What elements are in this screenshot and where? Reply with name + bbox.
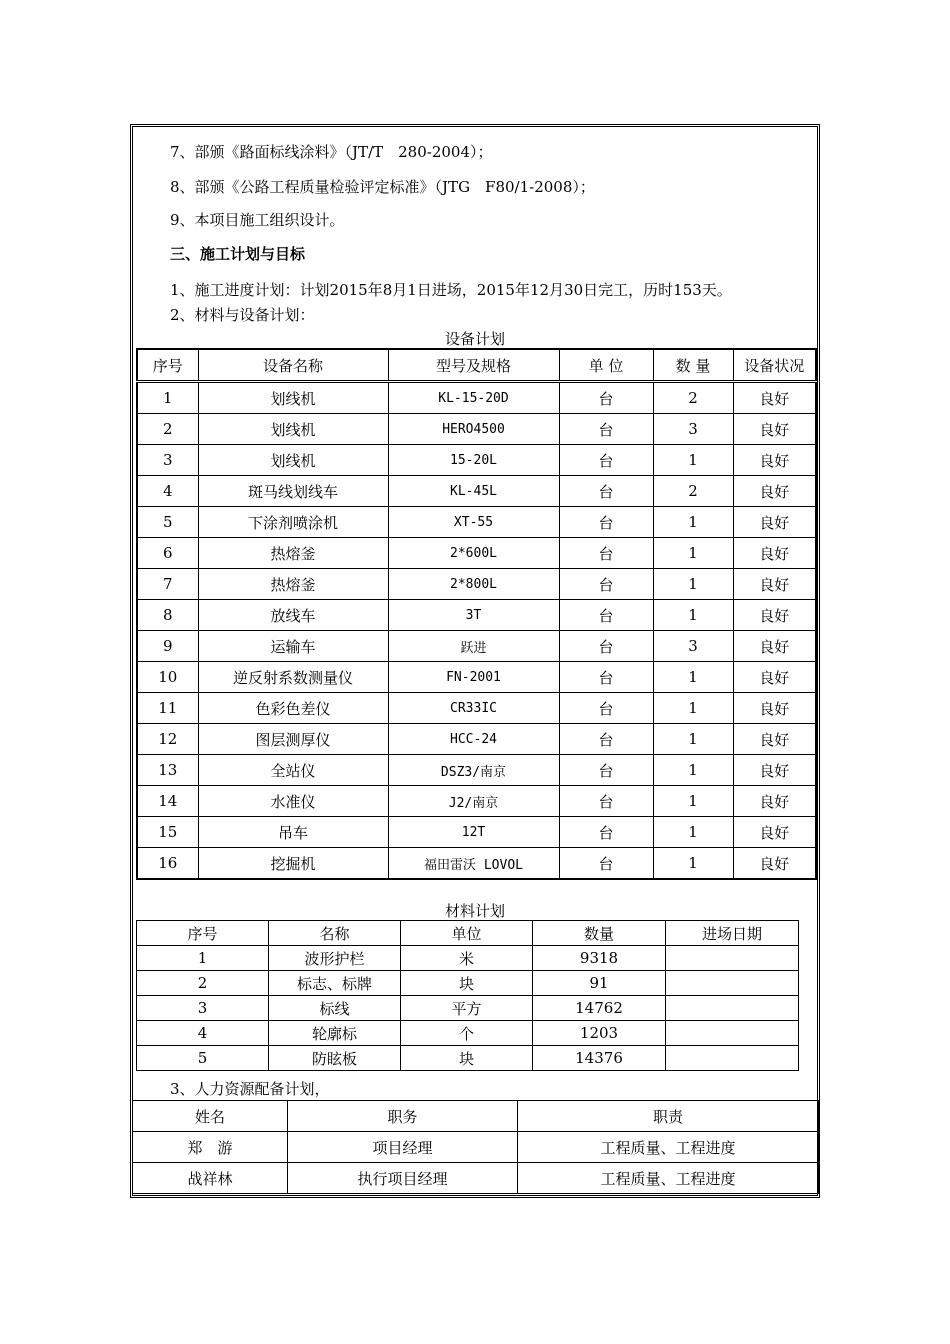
table-cell: 12T [388, 817, 559, 848]
equipment-row [137, 848, 816, 880]
table-cell: 7 [137, 569, 198, 600]
table-cell: 挖掘机 [198, 848, 388, 880]
table-cell: 台 [559, 817, 653, 848]
table-cell: 1 [653, 600, 733, 631]
equipment-row [137, 631, 816, 662]
table-cell [666, 946, 799, 971]
table-cell: 下涂剂喷涂机 [198, 507, 388, 538]
table-cell: 吊车 [198, 817, 388, 848]
table-cell: 战祥林 [133, 1163, 288, 1194]
header-cell: 姓名 [133, 1101, 288, 1132]
table-cell: 良好 [733, 631, 816, 662]
table-cell: 14376 [533, 1046, 666, 1071]
table-cell: J2/南京 [388, 786, 559, 817]
table-cell: 波形护栏 [269, 946, 401, 971]
table-cell: 防眩板 [269, 1046, 401, 1071]
table-cell: 2 [137, 971, 269, 996]
table-cell: 热熔釜 [198, 538, 388, 569]
header-cell: 职责 [518, 1101, 819, 1132]
header-cell: 进场日期 [666, 921, 799, 946]
table-cell: 1 [137, 946, 269, 971]
table-cell: 1 [653, 724, 733, 755]
table-cell: 台 [559, 755, 653, 786]
staff-row [133, 1132, 819, 1163]
materials-table [136, 920, 799, 1071]
table-cell: 台 [559, 662, 653, 693]
table-cell: HERO4500 [388, 414, 559, 445]
equipment-row [137, 538, 816, 569]
equipment-row [137, 382, 816, 414]
equipment-row [137, 693, 816, 724]
table-cell: 全站仪 [198, 755, 388, 786]
table-cell: 5 [137, 1046, 269, 1071]
materials-row [137, 971, 799, 996]
equipment-row [137, 724, 816, 755]
reference-item-8: 8、部颁《公路工程质量检验评定标准》（JTG F80/1-2008）； [170, 178, 595, 196]
table-cell: 块 [401, 971, 533, 996]
schedule-line: 1、施工进度计划：计划2015年8月1日进场，2015年12月30日完工，历时153天。 [170, 281, 732, 299]
table-cell: 4 [137, 1021, 269, 1046]
table-cell: 划线机 [198, 382, 388, 414]
equipment-caption: 设备计划 [444, 330, 505, 348]
equipment-row [137, 476, 816, 507]
table-cell: 15-20L [388, 445, 559, 476]
table-cell: 良好 [733, 507, 816, 538]
table-cell: 台 [559, 848, 653, 880]
header-cell: 职务 [288, 1101, 518, 1132]
table-cell: KL-45L [388, 476, 559, 507]
table-cell: 3 [653, 414, 733, 445]
table-cell: 标线 [269, 996, 401, 1021]
equipment-row [137, 755, 816, 786]
table-cell: 良好 [733, 848, 816, 880]
table-cell: 台 [559, 382, 653, 414]
table-cell: 良好 [733, 662, 816, 693]
table-cell: 跃进 [388, 631, 559, 662]
table-cell: 1 [653, 538, 733, 569]
table-cell: XT-55 [388, 507, 559, 538]
table-cell: 台 [559, 631, 653, 662]
header-cell: 单 位 [559, 349, 653, 382]
table-cell: 良好 [733, 445, 816, 476]
table-cell: 执行项目经理 [288, 1163, 518, 1194]
table-cell: 水准仪 [198, 786, 388, 817]
table-cell: 1 [653, 662, 733, 693]
equipment-row [137, 569, 816, 600]
table-cell: 2*800L [388, 569, 559, 600]
table-cell: 台 [559, 600, 653, 631]
table-cell: 郑 游 [133, 1132, 288, 1163]
table-cell: 3T [388, 600, 559, 631]
header-cell: 设备状况 [733, 349, 816, 382]
table-cell: 1 [653, 569, 733, 600]
table-cell: 台 [559, 724, 653, 755]
materials-row [137, 946, 799, 971]
table-cell: 10 [137, 662, 198, 693]
table-cell: 良好 [733, 600, 816, 631]
table-cell [666, 971, 799, 996]
table-cell: 91 [533, 971, 666, 996]
equipment-row [137, 662, 816, 693]
table-cell [666, 1021, 799, 1046]
table-cell: 台 [559, 569, 653, 600]
table-cell: 1 [653, 507, 733, 538]
table-cell: 运输车 [198, 631, 388, 662]
table-cell: 1 [653, 693, 733, 724]
header-cell: 序号 [137, 349, 198, 382]
table-cell: 14762 [533, 996, 666, 1021]
table-cell: 斑马线划线车 [198, 476, 388, 507]
table-cell [666, 996, 799, 1021]
table-cell: 逆反射系数测量仪 [198, 662, 388, 693]
equipment-row [137, 445, 816, 476]
table-cell: 台 [559, 445, 653, 476]
table-cell: 13 [137, 755, 198, 786]
materials-caption: 材料计划 [444, 902, 505, 920]
table-cell: 台 [559, 538, 653, 569]
reference-item-7: 7、部颁《路面标线涂料》（JT/T 280-2004）； [170, 143, 493, 161]
table-cell: 1 [137, 382, 198, 414]
header-cell: 单位 [401, 921, 533, 946]
equipment-table [136, 348, 817, 880]
table-cell: 台 [559, 414, 653, 445]
table-cell: 良好 [733, 755, 816, 786]
table-cell: 2 [137, 414, 198, 445]
equipment-row [137, 786, 816, 817]
table-cell: 良好 [733, 693, 816, 724]
table-cell: 轮廓标 [269, 1021, 401, 1046]
table-cell: 工程质量、工程进度 [518, 1132, 819, 1163]
equipment-row [137, 600, 816, 631]
table-cell: HCC-24 [388, 724, 559, 755]
table-cell: 台 [559, 693, 653, 724]
table-cell: 4 [137, 476, 198, 507]
table-cell: 台 [559, 786, 653, 817]
table-cell: 14 [137, 786, 198, 817]
table-cell: 9 [137, 631, 198, 662]
materials-row [137, 996, 799, 1021]
table-cell: 标志、标牌 [269, 971, 401, 996]
table-cell: 工程质量、工程进度 [518, 1163, 819, 1194]
table-cell: 平方 [401, 996, 533, 1021]
materials-header-row [137, 921, 799, 946]
table-cell: 5 [137, 507, 198, 538]
table-cell: 1 [653, 786, 733, 817]
table-cell: 3 [653, 631, 733, 662]
table-cell: 项目经理 [288, 1132, 518, 1163]
table-cell: 1 [653, 848, 733, 880]
table-cell: 划线机 [198, 445, 388, 476]
table-cell: 热熔釜 [198, 569, 388, 600]
staff-table [132, 1100, 819, 1194]
table-cell: 2*600L [388, 538, 559, 569]
table-cell: 1 [653, 817, 733, 848]
table-cell: 台 [559, 507, 653, 538]
table-cell: DSZ3/南京 [388, 755, 559, 786]
table-cell: 1 [653, 445, 733, 476]
table-cell: 11 [137, 693, 198, 724]
table-cell: 放线车 [198, 600, 388, 631]
table-cell: 1 [653, 755, 733, 786]
materials-row [137, 1021, 799, 1046]
table-cell: 个 [401, 1021, 533, 1046]
table-cell: 图层测厚仪 [198, 724, 388, 755]
section-title: 三、施工计划与目标 [170, 245, 306, 263]
table-cell: 良好 [733, 724, 816, 755]
materials-row [137, 1046, 799, 1071]
table-cell: 良好 [733, 476, 816, 507]
staff-row [133, 1163, 819, 1194]
table-cell: 1203 [533, 1021, 666, 1046]
table-cell: 良好 [733, 786, 816, 817]
equipment-row [137, 414, 816, 445]
table-cell: 良好 [733, 382, 816, 414]
table-cell: 16 [137, 848, 198, 880]
table-cell: 2 [653, 476, 733, 507]
table-cell: 良好 [733, 817, 816, 848]
table-cell: 2 [653, 382, 733, 414]
table-cell: 色彩色差仪 [198, 693, 388, 724]
table-cell: 良好 [733, 538, 816, 569]
table-cell: 福田雷沃 LOVOL [388, 848, 559, 880]
table-cell: 3 [137, 445, 198, 476]
table-cell: 8 [137, 600, 198, 631]
header-cell: 型号及规格 [388, 349, 559, 382]
header-cell: 设备名称 [198, 349, 388, 382]
materials-equipment-line: 2、材料与设备计划： [170, 306, 315, 324]
table-cell [666, 1046, 799, 1071]
table-cell: 良好 [733, 569, 816, 600]
table-cell: 划线机 [198, 414, 388, 445]
table-cell: 9318 [533, 946, 666, 971]
table-cell: 米 [401, 946, 533, 971]
table-cell: 良好 [733, 414, 816, 445]
table-cell: 块 [401, 1046, 533, 1071]
table-cell: KL-15-20D [388, 382, 559, 414]
table-cell: 3 [137, 996, 269, 1021]
staff-header-row [133, 1101, 819, 1132]
hr-line: 3、人力资源配备计划， [170, 1080, 330, 1098]
table-cell: FN-2001 [388, 662, 559, 693]
table-cell: 6 [137, 538, 198, 569]
header-cell: 名称 [269, 921, 401, 946]
table-cell: 12 [137, 724, 198, 755]
header-cell: 数 量 [653, 349, 733, 382]
header-cell: 数量 [533, 921, 666, 946]
equipment-row [137, 817, 816, 848]
table-cell: 15 [137, 817, 198, 848]
table-cell: 台 [559, 476, 653, 507]
equipment-header-row [137, 349, 816, 382]
reference-item-9: 9、本项目施工组织设计。 [170, 211, 345, 229]
table-cell: CR33IC [388, 693, 559, 724]
equipment-row [137, 507, 816, 538]
header-cell: 序号 [137, 921, 269, 946]
